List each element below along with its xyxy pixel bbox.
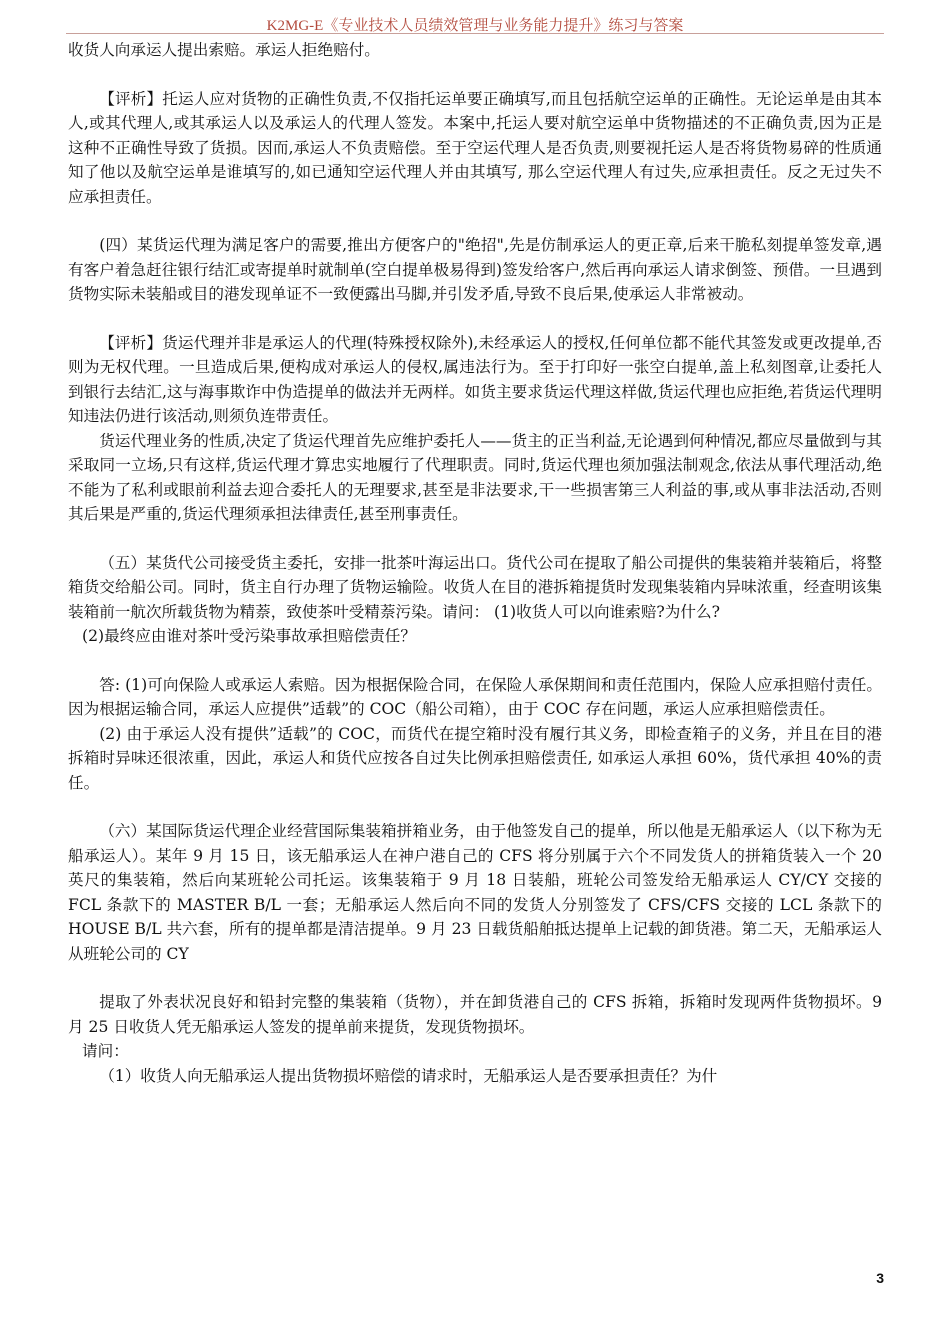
document-body: [68, 38, 882, 1088]
paragraph-gap: [68, 795, 882, 819]
paragraph-gap: [68, 209, 882, 233]
answer-paragraph: 答: (1)可向保险人或承运人索赔。因为根据保险合同，在保险人承保期间和责任范围内，保险人应承担赔付责任。因为根据运输合同，承运人应提供”适载”的 COC（船公司箱），由于 COC 存在问题，承运人应承担赔偿责任。: [68, 675, 882, 718]
paragraph-gap: [68, 966, 882, 990]
answer-paragraph: (2) 由于承运人没有提供”适载”的 COC，而货代在提空箱时没有履行其义务，即检查箱子的义务，并且在目的港拆箱时异味还很浓重，因此，承运人和货代应按各自过失比例承担赔偿责任, 如承运人承担 60%，货代承担 40%的责任。: [68, 724, 882, 792]
paragraph-gap: [68, 63, 882, 87]
paragraph-case-6: （六）某国际货运代理企业经营国际集装箱拼箱业务，由于他签发自己的提单，所以他是无船承运人（以下称为无船承运人）。某年 9 月 15 日，该无船承运人在神户港自己的 CFS 将分别属于六个不同发货人的拼箱货装入一个 20 英尺的集装箱，然后向某班轮公司托运。该集装箱于 9 月 18 日装船，班轮公司签发给无船承运人 CY/CY 交接的 FCL 条款下的 MASTER B/L 一套；无船承运人然后向不同的发货人分别签发了 CFS/CFS 交接的 LCL 条款下的 HOUSE B/L 共六套，所有的提单都是清洁提单。9 月 23 日载货船舶抵达提单上记载的卸货港。第二天，无船承运人从班轮公司的 CY: [68, 822, 882, 963]
paragraph-analysis: 【评析】货运代理并非是承运人的代理(特殊授权除外),未经承运人的授权,任何单位都不能代其签发或更改提单,否则为无权代理。一旦造成后果,便构成对承运人的侵权,属违法行为。至于打印好一张空白提单,盖上私刻图章,让委托人到银行去结汇,这与海事欺诈中伪造提单的做法并无两样。如货主要求货运代理这样做,货运代理也应拒绝,若货运代理明知违法仍进行该活动,则须负连带责任。: [68, 333, 882, 425]
paragraph-case-4: (四）某货运代理为满足客户的需要,推出方便客户的"绝招",先是仿制承运人的更正章,后来干脆私刻提单签发章,遇有客户着急赶往银行结汇或寄提单时就制单(空白提单极易得到)签发给客户,然后再向承运人请求倒签、预借。一旦遇到货物实际未装船或目的港发现单证不一致便露出马脚,并引发矛盾,导致不良后果,使承运人非常被动。: [68, 236, 882, 303]
header-divider: [66, 33, 884, 34]
paragraph-case-5: （五）某货代公司接受货主委托，安排一批茶叶海运出口。货代公司在提取了船公司提供的集装箱并装箱后，将整箱货交给船公司。同时，货主自行办理了货物运输险。收货人在目的港拆箱提货时发现集装箱内异味浓重，经查明该集装箱前一航次所载货物为精萘，致使茶叶受精萘污染。请问： (1)收货人可以向谁索赔?为什么?: [68, 553, 882, 621]
paragraph: 提取了外表状况良好和铅封完整的集装箱（货物），并在卸货港自己的 CFS 拆箱，拆箱时发现两件货物损坏。9 月 25 日收货人凭无船承运人签发的提单前来提货，发现货物损坏。: [68, 993, 882, 1036]
question-label: 请问：: [82, 1042, 129, 1060]
question-item: (2)最终应由谁对茶叶受污染事故承担赔偿责任？: [82, 627, 416, 645]
paragraph: 收货人向承运人提出索赔。承运人拒绝赔付。: [68, 41, 380, 59]
paragraph: 货运代理业务的性质,决定了货运代理首先应维护委托人——货主的正当利益,无论遇到何种情况,都应尽量做到与其采取同一立场,只有这样,货运代理才算忠实地履行了代理职责。同时,货运代理也须加强法制观念,依法从事代理活动,绝不能为了私利或眼前利益去迎合委托人的无理要求,甚至是非法要求,干一些损害第三人利益的事,或从事非法活动,否则其后果是严重的,货运代理须承担法律责任,甚至刑事责任。: [68, 431, 882, 523]
question-item: （1）收货人向无船承运人提出货物损坏赔偿的请求时，无船承运人是否要承担责任？为什: [99, 1066, 718, 1085]
page-number: 3: [876, 1270, 884, 1286]
paragraph-gap: [68, 307, 882, 331]
paragraph-gap: [68, 527, 882, 551]
paragraph-analysis: 【评析】托运人应对货物的正确性负责,不仅指托运单要正确填写,而且包括航空运单的正确性。无论运单是由其本人,或其代理人,或其承运人以及承运人的代理人签发。本案中,托运人要对航空运单中货物描述的不正确负责,因为正是这种不正确性导致了货损。因而,承运人不负责赔偿。至于空运代理人是否负责,则要视托运人是否将货物易碎的性质通知了他以及航空运单是谁填写的,如已通知空运代理人并由其填写, 那么空运代理人有过失,应承担责任。反之无过失不应承担责任。: [68, 89, 882, 206]
page-header-title: K2MG-E《专业技术人员绩效管理与业务能力提升》练习与答案: [266, 18, 684, 34]
paragraph-gap: [68, 649, 882, 673]
